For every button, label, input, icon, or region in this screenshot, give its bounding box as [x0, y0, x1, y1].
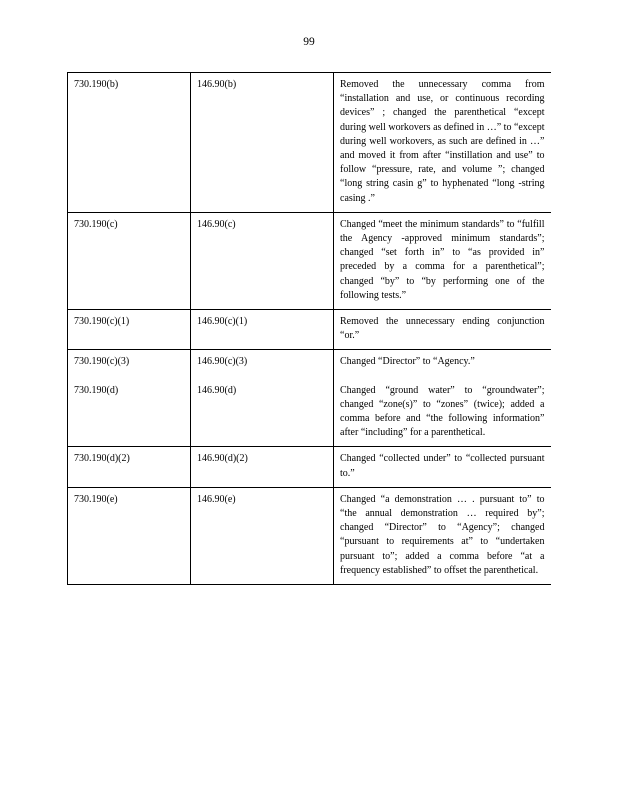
page-number: 99: [303, 36, 315, 48]
old-section-cell: 730.190(c)(1): [68, 310, 191, 350]
old-section-cell: 730.190(b): [68, 73, 191, 213]
table-row: [68, 350, 551, 447]
old-section-entry: 730.190(c)(3): [74, 356, 130, 368]
new-section-entry: 146.90(c)(3): [197, 356, 248, 368]
table-row: [68, 310, 551, 350]
description-cell: Changed “meet the minimum standards” to “fulfill the Agency -approved minimum standards”; changed “set forth in” to “as provided in” preceded by a comma for a parenthetical”; changed “by” to “by performing one of the following tests.”: [334, 212, 551, 309]
table-row: [68, 447, 551, 487]
new-section-entry: 146.90(d): [197, 384, 237, 396]
new-section-cell: 146.90(d)(2): [191, 447, 334, 487]
description-cell: [334, 350, 551, 447]
old-section-cell: 730.190(d)(2): [68, 447, 191, 487]
new-section-cell: 146.90(e): [191, 487, 334, 584]
table-row: [68, 73, 551, 213]
description-cell: Changed “a demonstration … . pursuant to” to “the annual demonstration … required by”; changed “Director” to “Agency”; changed “pursuant to requirements at” to “undertaken pursuant to”; added a comma before “at a frequency established” to offset the parenthetical.: [334, 487, 551, 584]
new-section-cell: 146.90(c): [191, 212, 334, 309]
description-cell: Changed “collected under” to “collected pursuant to.”: [334, 447, 551, 487]
table-row: [68, 487, 551, 584]
old-section-cell: 730.190(c): [68, 212, 191, 309]
new-section-cell: 146.90(b): [191, 73, 334, 213]
description-entry: Changed “Director” to “Agency.”: [340, 356, 475, 368]
new-section-cell: [191, 350, 334, 447]
old-section-cell: [68, 350, 191, 447]
table-row: [68, 212, 551, 309]
changes-table: [67, 72, 551, 585]
old-section-cell: 730.190(e): [68, 487, 191, 584]
new-section-cell: 146.90(c)(1): [191, 310, 334, 350]
description-cell: Removed the unnecessary comma from “installation and use, or continuous recording devices” ; changed the parenthetical “except during well workovers as defined in …” to “except during well workovers, as such are defined in …” and moved it from after “instillation and use” to follow “pressure, rate, and volume ”; changed “long string casin g” to hyphenated “long -string casing .”: [334, 73, 551, 213]
description-entry: Changed “ground water” to “groundwater”; changed “zone(s)” to “zones” (twice); added a comma before and “the following information” after “including” for a parenthetical.: [340, 384, 545, 439]
old-section-entry: 730.190(d): [74, 384, 119, 396]
description-cell: Removed the unnecessary ending conjunction “or.”: [334, 310, 551, 350]
